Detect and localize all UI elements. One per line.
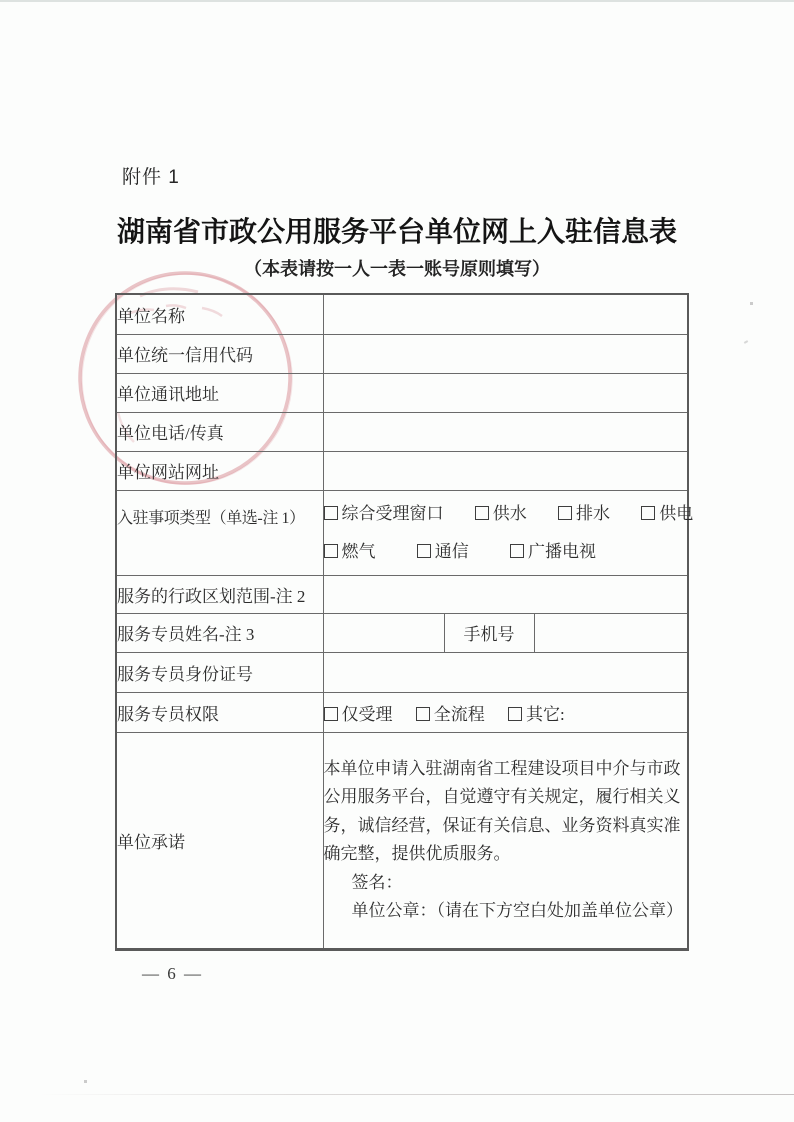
option-label: 供电: [659, 503, 694, 523]
specialist-id-label: 服务专员身份证号: [116, 652, 323, 692]
checkbox-icon: [324, 544, 338, 558]
option-label: 通信: [434, 541, 469, 561]
credit-code-value-cell: [323, 334, 688, 373]
checkbox-icon: [508, 707, 522, 721]
mailing-address-label: 单位通讯地址: [116, 373, 323, 412]
checkbox-icon: [475, 506, 489, 520]
entry-type-options-line1: [324, 495, 694, 533]
commitment-text-cell: [323, 732, 688, 949]
option-label: 其它:: [526, 704, 565, 724]
specialist-permission-label: 服务专员权限: [116, 692, 323, 732]
option-service-window: [324, 495, 444, 533]
document-title: 湖南省市政公用服务平台单位网上入驻信息表: [116, 216, 677, 247]
commitment-label: 单位承诺: [116, 732, 323, 949]
unit-name-label: 单位名称: [116, 294, 323, 334]
row-unit-name: [116, 294, 688, 334]
page-number: — 6 —: [142, 964, 203, 983]
checkbox-icon: [510, 544, 524, 558]
row-website: [116, 451, 688, 490]
option-water-supply: [475, 495, 527, 533]
option-label: 综合受理窗口: [341, 503, 444, 523]
option-label: 仅受理: [341, 704, 393, 724]
phone-fax-value-cell: [323, 412, 688, 451]
commitment-text: 本单位申请入驻湖南省工程建设项目中介与市政公用服务平台，自觉遵守有关规定，履行相关义务，诚信经营，保证有关信息、业务资料真实准确完整，提供优质服务。: [323, 758, 681, 863]
row-unit-commitment: [116, 732, 688, 949]
option-label: 排水: [576, 503, 610, 523]
checkbox-icon: [641, 506, 655, 520]
option-gas: [324, 533, 376, 571]
option-other: [508, 700, 565, 725]
seal-instruction-label: 单位公章：（请在下方空白处加盖单位公章）: [351, 901, 683, 920]
checkbox-icon: [416, 707, 430, 721]
credit-code-label: 单位统一信用代码: [116, 334, 323, 373]
row-admin-region: [116, 575, 688, 613]
specialist-name-value-cell: [323, 613, 444, 652]
option-power-supply: [641, 495, 693, 533]
phone-fax-label: 单位电话/传真: [116, 412, 323, 451]
checkbox-icon: [324, 707, 338, 721]
signature-label: 签名：: [351, 872, 403, 892]
specialist-name-label: 服务专员姓名-注 3: [116, 613, 323, 652]
entry-type-options-line2: [324, 533, 688, 571]
scan-edge-artifact: [40, 1094, 794, 1095]
option-telecom: [417, 533, 469, 571]
option-label: 供水: [492, 503, 527, 523]
option-label: 燃气: [341, 541, 376, 561]
document-subtitle: （本表请按一人一表一账号原则填写）: [244, 259, 550, 279]
option-full-process: [416, 700, 485, 725]
unit-name-value-cell: [323, 294, 688, 334]
entry-type-options-cell: [323, 490, 694, 575]
mobile-number-value-cell: [534, 613, 688, 652]
option-label: 广播电视: [528, 541, 596, 561]
admin-region-label: 服务的行政区划范围-注 2: [116, 575, 323, 613]
row-specialist-permission: [116, 692, 688, 732]
website-value-cell: [323, 451, 688, 490]
row-mailing-address: [116, 373, 688, 412]
entry-form-table: [115, 293, 694, 951]
option-broadcast-tv: [510, 533, 596, 571]
row-credit-code: [116, 334, 688, 373]
row-entry-type: [116, 490, 688, 575]
scan-speck: [84, 1080, 87, 1083]
attachment-label: 附件 1: [122, 167, 180, 188]
mobile-number-label: 手机号: [444, 613, 534, 652]
row-phone-fax: [116, 412, 688, 451]
scan-speck: [750, 302, 753, 305]
option-accept-only: [324, 700, 393, 725]
scan-edge-artifact: [0, 0, 794, 2]
scan-speck: [744, 340, 748, 344]
website-label: 单位网站网址: [116, 451, 323, 490]
option-drainage: [558, 495, 610, 533]
row-specialist-name: [116, 613, 688, 652]
admin-region-value-cell: [323, 575, 688, 613]
checkbox-icon: [324, 506, 338, 520]
specialist-id-value-cell: [323, 652, 688, 692]
mailing-address-value-cell: [323, 373, 688, 412]
entry-type-label: 入驻事项类型（单选-注 1）: [116, 490, 323, 575]
permission-options-cell: [323, 692, 688, 732]
checkbox-icon: [558, 506, 572, 520]
option-label: 全流程: [433, 704, 485, 724]
row-specialist-id: [116, 652, 688, 692]
checkbox-icon: [417, 544, 431, 558]
